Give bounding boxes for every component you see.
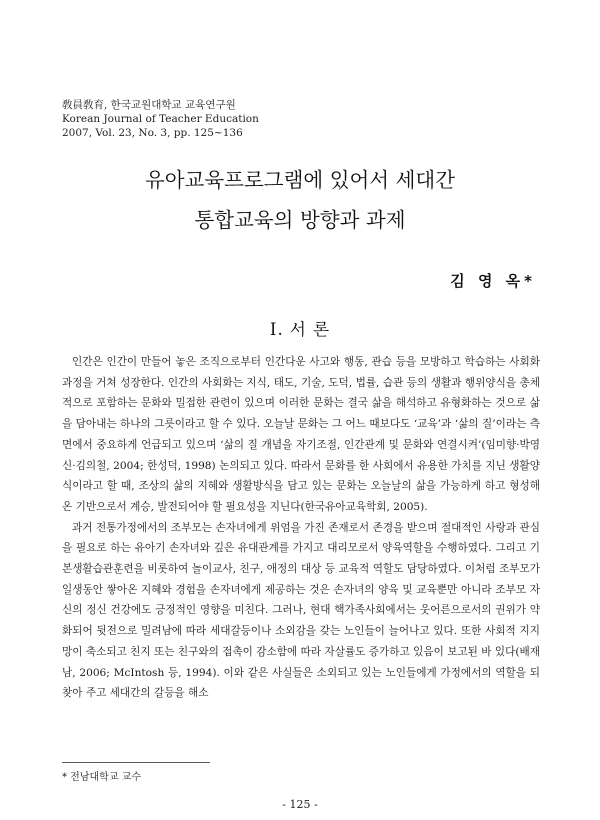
author-name: 김 영 옥* (450, 272, 536, 290)
footnote: * 전남대학교 교수 (62, 772, 141, 783)
journal-name-english: Korean Journal of Teacher Education (62, 113, 259, 125)
journal-name-korean: 敎員敎育, 한국교원대학교 교육연구원 (62, 99, 236, 111)
footnote-divider (62, 762, 210, 763)
title-line-2: 통합교육의 방향과 과제 (194, 208, 406, 232)
section-heading: Ⅰ. 서 론 (269, 320, 331, 339)
paper-title (0, 160, 600, 240)
page-number: - 125 - (282, 798, 318, 811)
paragraph-1: 인간은 인간이 만들어 놓은 조직으로부터 인간다운 사고와 행동, 관습 등을 모방하고 학습하는 사회화 과정을 거쳐 성장한다. 인간의 사회화는 지식, 태도, 기술, 도덕, 법률, 습관 등의 생활과 행위양식을 총체적으로 포함하는 문화와 밀접한 관련이 있으며 이러한 문화는 결국 삶을 해석하고 유형화하는 것으로 삶을 담아내는 하나의 그릇이라고 할 수 있다. 오늘날 문화는 그 어느 때보다도 ‘교육’과 ‘삶의 질’이라는 측면에서 중요하게 언급되고 있으며 ‘삶의 질 개념을 자기조절, 인간관계 및 문화와 연결시켜’(임미향·박영신·김의철, 2004; 한성덕, 1998) 논의되고 있다. 따라서 문화를 한 사회에서 유용한 가치를 지닌 생활양식이라고 할 때, 조상의 삶의 지혜와 생활방식을 담고 있는 문화는 오늘날의 삶을 가능하게 하고 형성해 온 기반으로서 계승, 발전되어야 할 필요성을 지닌다(한국유아교육학회, 2005). (62, 356, 540, 513)
title-line-1: 유아교육프로그램에 있어서 세대간 (144, 168, 456, 192)
paragraph-2: 과거 전통가정에서의 조부모는 손자녀에게 위엄을 가진 존재로서 존경을 받으며 절대적인 사랑과 관심을 필요로 하는 유아기 손자녀와 깊은 유대관계를 가지고 대리모로서 양육역할을 수행하였다. 그리고 기본생활습관훈련을 비롯하여 놀이교사, 친구, 애정의 대상 등 교육적 역할도 담당하였다. 이처럼 조부모가 일생동안 쌓아온 지혜와 경험을 손자녀에게 제공하는 것은 손자녀의 양육 및 교육뿐만 아니라 조부모 자신의 정신 건강에도 긍정적인 영향을 미친다. 그러나, 현대 핵가족사회에서는 웃어른으로서의 권위가 약화되어 뒷전으로 밀려남에 따라 세대갈등이나 소외감을 갖는 노인들이 늘어나고 있다. 또한 사회적 지지망이 축소되고 친지 또는 친구와의 접촉이 감소함에 따라 자살률도 증가하고 있음이 보고된 바 있다(배재남, 2006; McIntosh 등, 1994). 이와 같은 사실들은 소외되고 있는 노인들에게 가정에서의 역할을 되찾아 주고 세대간의 갈등을 해소 (62, 521, 540, 700)
journal-info (62, 98, 259, 140)
journal-citation: 2007, Vol. 23, No. 3, pp. 125~136 (62, 127, 243, 139)
body-text (62, 352, 540, 704)
